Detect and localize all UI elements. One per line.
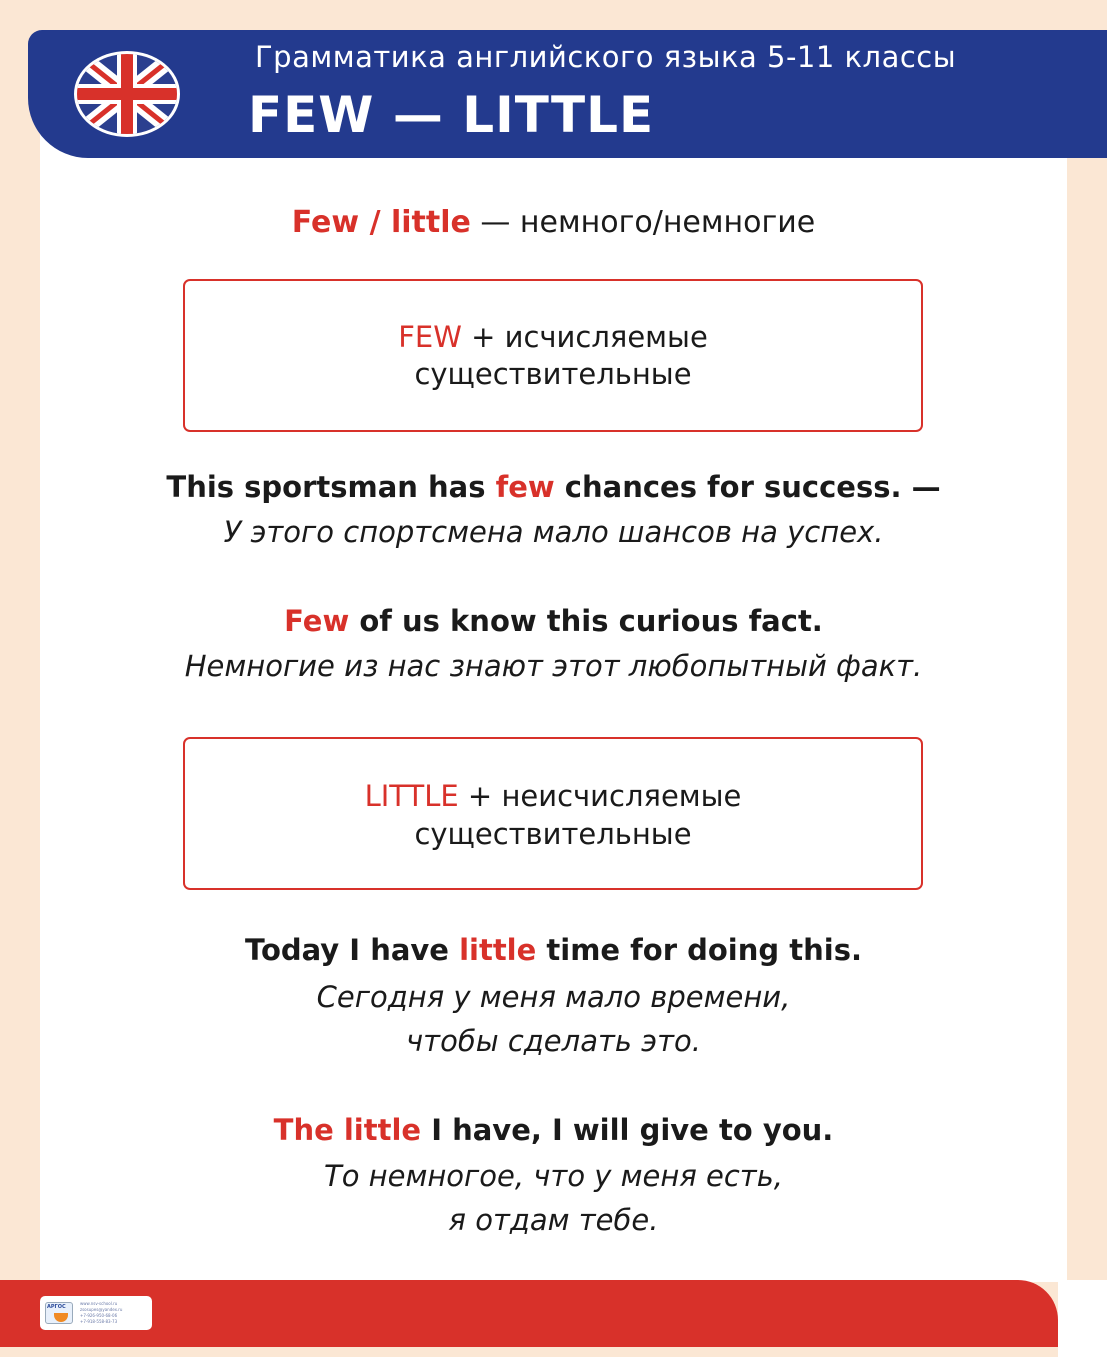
example4-sentence [40,1113,1067,1147]
rule-little-line1 [185,777,921,815]
example1-translation: У этого спортсмена мало шансов на успех. [223,515,884,549]
example1-sentence [40,470,1067,504]
logo-line: +7-926-950-68-06 [80,1313,118,1318]
rule-few-line1 [185,318,921,356]
example3-translation-line2: чтобы сделать это. [406,1024,701,1058]
example3-after: time for doing this. [536,933,862,967]
example1-before: This sportsman has [166,470,496,504]
rule-few-keyword: FEW [398,320,462,354]
example3-before: Today I have [245,933,460,967]
logo-contacts [80,1301,122,1325]
logo-line: zsosupes@yandex.ru [80,1307,123,1312]
rule-box-little [183,737,923,890]
example4-highlight: The little [273,1113,422,1147]
uk-flag-icon [72,50,182,138]
intro-line [40,205,1067,240]
example3-highlight: little [459,933,537,967]
example4-after: I have, I will give to you. [421,1113,834,1147]
rule-little-keyword: LITTLE [364,779,459,813]
footer-corner [1058,1280,1107,1357]
logo-mark [45,1302,73,1324]
page-title: FEW — LITTLE [248,86,655,144]
rule-few-rest: + исчисляемые [471,320,708,354]
example4-translation-line2: я отдам тебе. [448,1203,659,1237]
rule-little-line2: существительные [414,817,692,851]
footer-bar [0,1280,1058,1347]
logo-line: +7-918-558-83-73 [80,1319,118,1324]
rule-box-few [183,279,923,432]
rule-few-line2: существительные [414,357,692,391]
example3-sentence [40,933,1067,967]
header-subtitle: Грамматика английского языка 5-11 классы [255,40,957,74]
example2-translation: Немногие из нас знают этот любопытный факт. [184,649,923,683]
example1-highlight: few [495,470,555,504]
example3-translation-line1: Сегодня у меня мало времени, [316,980,791,1014]
intro-meaning: — немного/немногие [480,205,816,240]
example1-after: chances for success. — [554,470,941,504]
intro-term: Few / little [291,205,471,240]
example2-after: of us know this curious fact. [349,604,823,638]
rule-little-rest: + неисчисляемые [467,779,742,813]
example2-highlight: Few [284,604,350,638]
logo-name: АРГОС [47,1304,66,1310]
argos-logo-icon [40,1296,152,1330]
logo-line: www.nsv-school.ru [80,1301,118,1306]
logo-arc [54,1313,68,1322]
example2-sentence [40,604,1067,638]
example4-translation-line1: То немногое, что у меня есть, [323,1159,783,1193]
